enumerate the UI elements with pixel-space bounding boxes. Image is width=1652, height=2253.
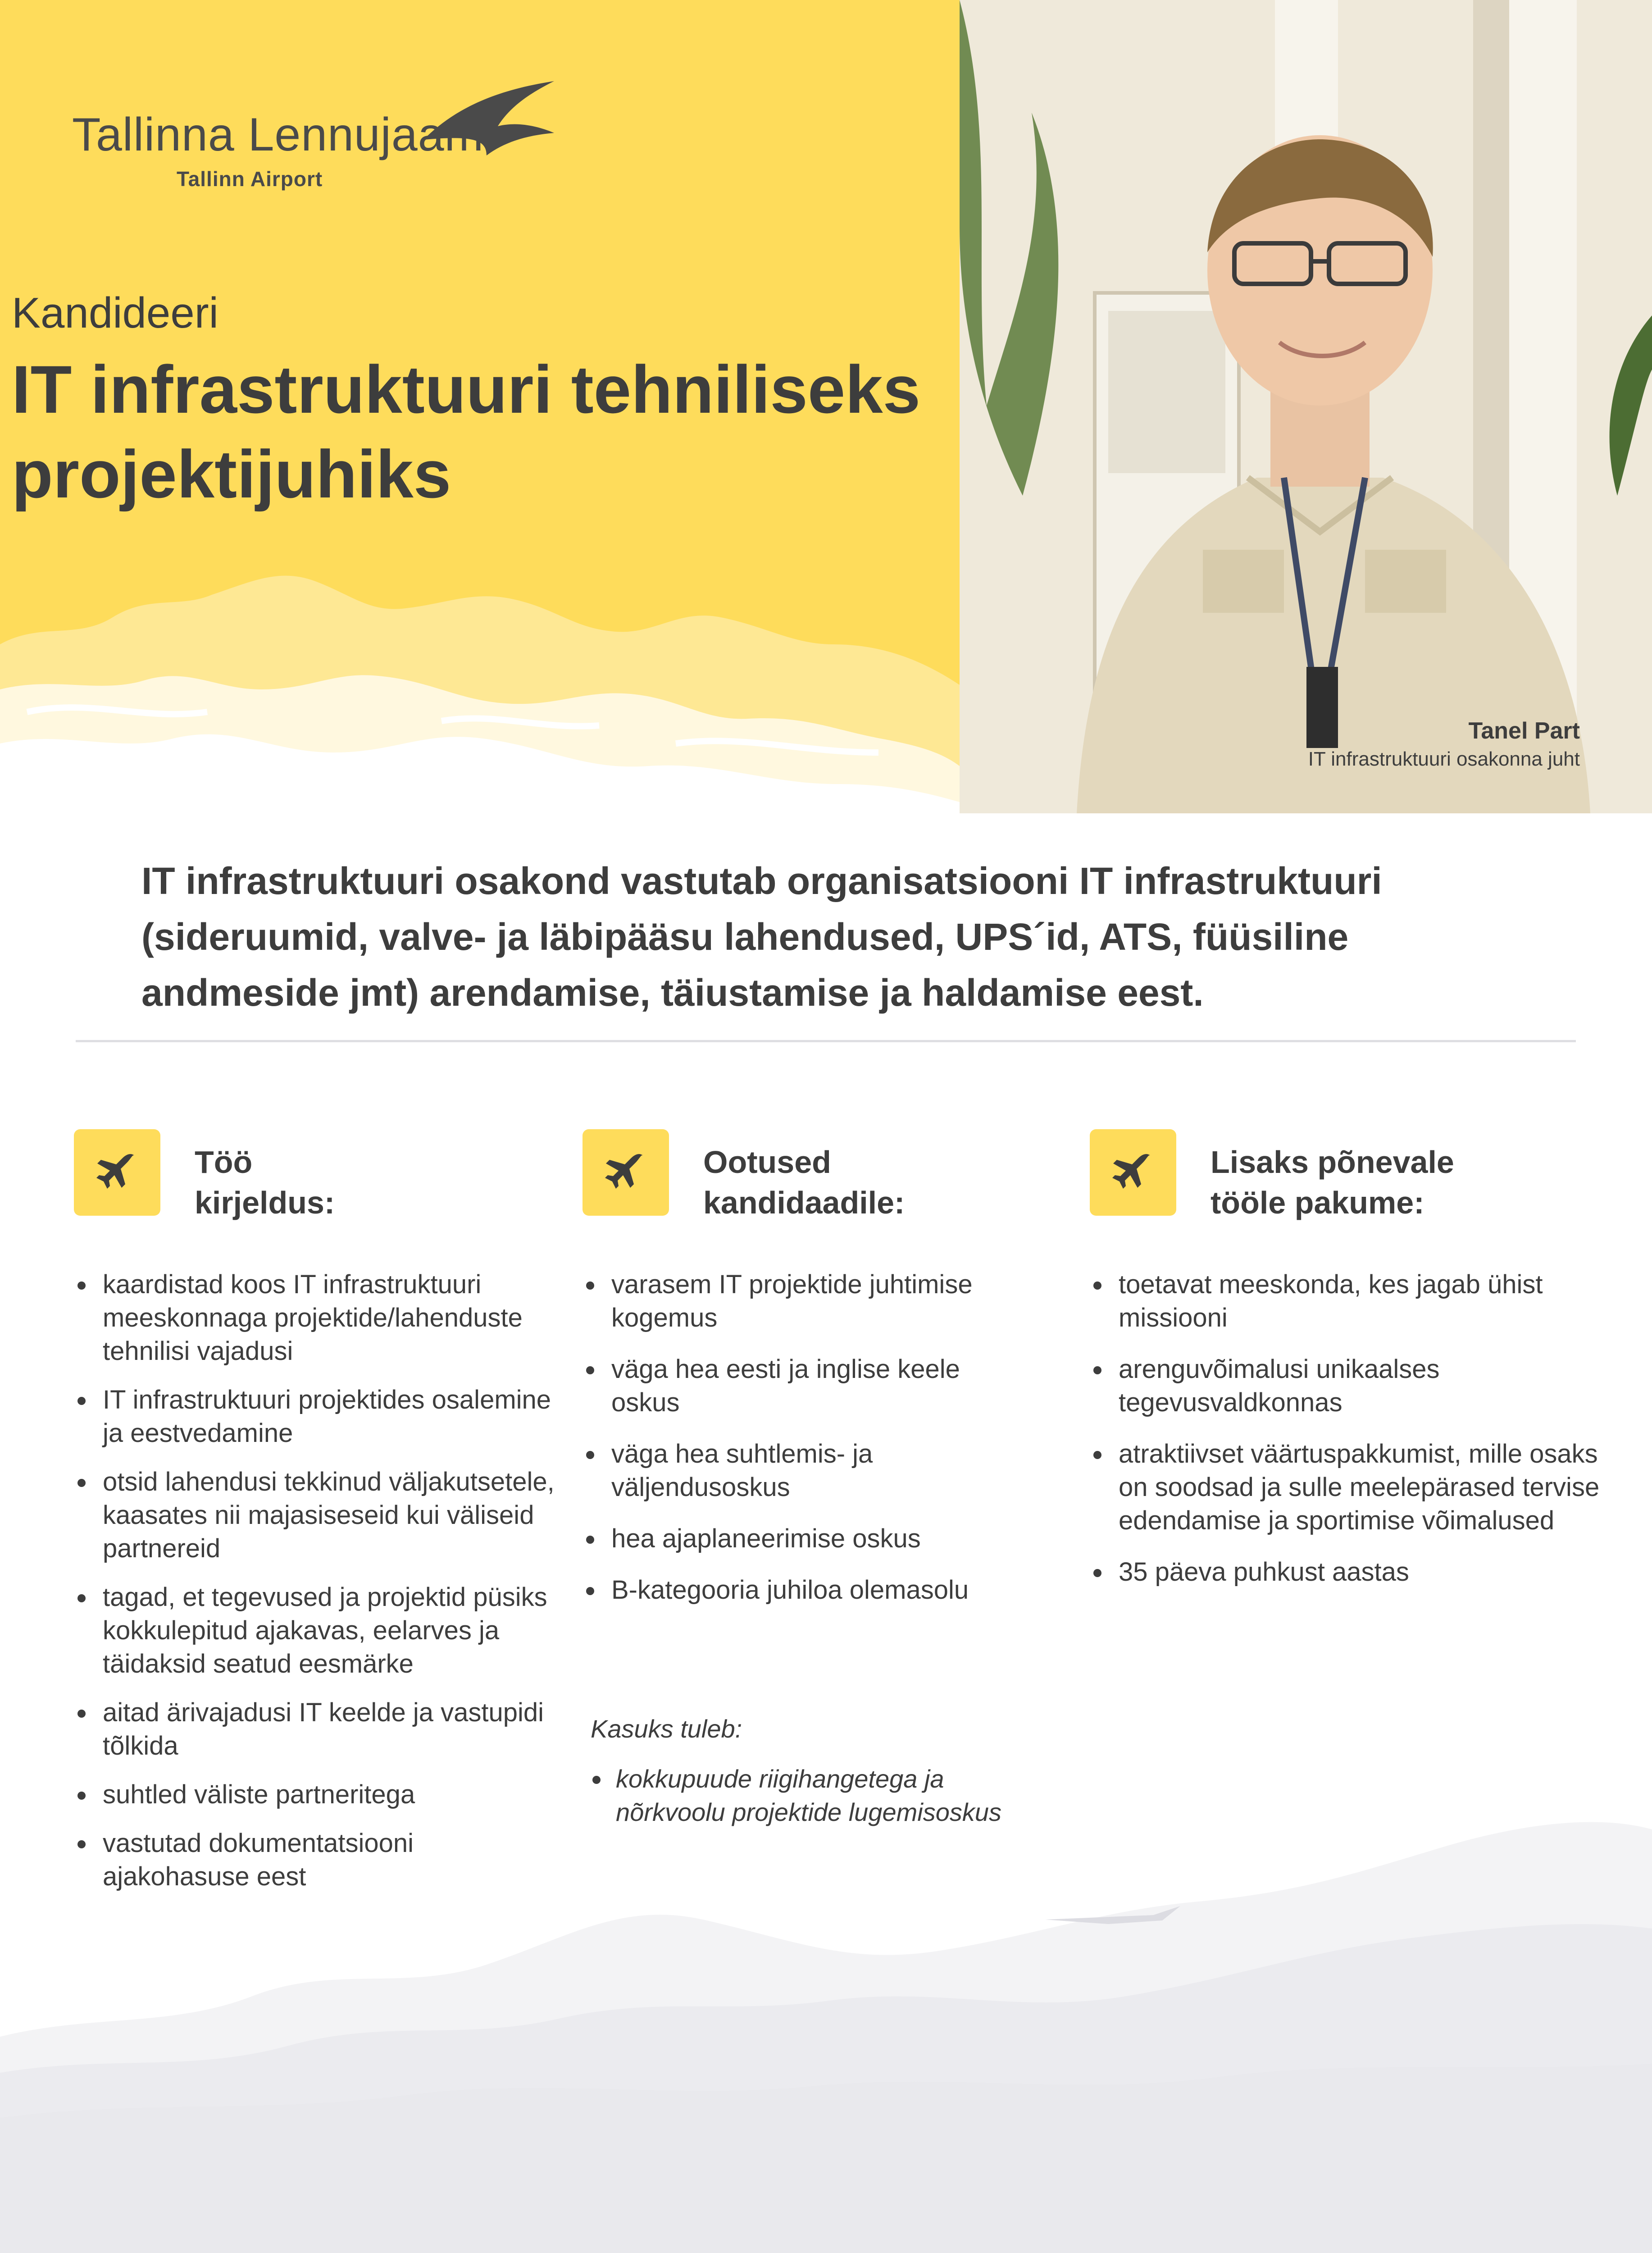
decorative-footer-waves <box>0 1802 1652 2145</box>
logo-wordmark: Tallinna Lennujaam <box>72 109 484 161</box>
list-item: B-kategooria juhiloa olemasolu <box>583 1573 1033 1607</box>
benefits-list <box>1090 1268 1603 1607</box>
section-heading: Töö kirjeldus: <box>195 1145 335 1220</box>
bonus-label: Kasuks tuleb: <box>591 1715 742 1743</box>
list-item: väga hea eesti ja inglise keele oskus <box>583 1353 1033 1419</box>
divider <box>76 1040 1576 1042</box>
section-heading: Ootused kandidaadile: <box>703 1145 905 1220</box>
list-item: hea ajaplaneerimise oskus <box>583 1522 1033 1555</box>
list-item: toetavat meeskonda, kes jagab ühist missiooni <box>1090 1268 1603 1335</box>
list-item: tagad, et tegevused ja projektid püsiks kokkulepitud ajakavas, eelarves ja täidaksid seatud eesmärke <box>74 1581 560 1681</box>
list-item: IT infrastruktuuri projektides osalemine ja eestvedamine <box>74 1383 560 1450</box>
airplane-icon <box>1090 1129 1176 1216</box>
list-item: 35 päeva puhkust aastas <box>1090 1555 1603 1589</box>
list-item: arenguvõimalusi unikaalses tegevusvaldkonnas <box>1090 1353 1603 1419</box>
photo-caption-role: IT infrastruktuuri osakonna juht <box>1308 748 1580 770</box>
airplane-icon <box>583 1129 669 1216</box>
portrait-illustration <box>960 0 1652 813</box>
photo-caption-name: Tanel Part <box>1468 718 1580 744</box>
list-item: suhtled väliste partneritega <box>74 1778 560 1811</box>
intro-paragraph: IT infrastruktuuri osakond vastutab organisatsiooni IT infrastruktuuri (sideruumid, valve- ja läbipääsu lahendused, UPS´id, ATS, füüsiline andmeside jmt) arendamise, täiustamise ja haldamise eest. <box>141 860 1382 1014</box>
list-item: kaardistad koos IT infrastruktuuri meeskonnaga projektide/lahenduste tehnilisi vajadusi <box>74 1268 560 1368</box>
footer-panel <box>0 2136 1652 2253</box>
list-item: varasem IT projektide juhtimise kogemus <box>583 1268 1033 1335</box>
list-item: kokkupuude riigihangetega ja nõrkvoolu projektide lugemisoskus <box>591 1762 1014 1829</box>
hero-banner <box>0 0 960 813</box>
decorative-waves <box>0 541 960 813</box>
list-item: otsid lahendusi tekkinud väljakutsetele, kaasates nii majasiseseid kui väliseid partnereid <box>74 1465 560 1565</box>
requirements-list <box>583 1268 1033 1625</box>
list-item: atraktiivset väärtuspakkumist, mille osaks on soodsad ja sulle meelepärased tervise edendamise ja sportimise võimalused <box>1090 1437 1603 1537</box>
job-title: IT infrastruktuuri tehniliseks projektijuhiks <box>12 351 921 512</box>
list-item: väga hea suhtlemis- ja väljendusoskus <box>583 1437 1033 1504</box>
section-heading: Lisaks põnevale tööle pakume: <box>1211 1145 1454 1220</box>
portrait-photo <box>960 0 1652 813</box>
apply-label: Kandideeri <box>12 289 218 337</box>
logo-subtitle: Tallinn Airport <box>177 167 323 191</box>
list-item: aitad ärivajadusi IT keelde ja vastupidi tõlkida <box>74 1696 560 1763</box>
logo <box>72 72 523 207</box>
airplane-icon <box>74 1129 160 1216</box>
list-item: vastutad dokumentatsiooni ajakohasuse eest <box>74 1827 560 1893</box>
